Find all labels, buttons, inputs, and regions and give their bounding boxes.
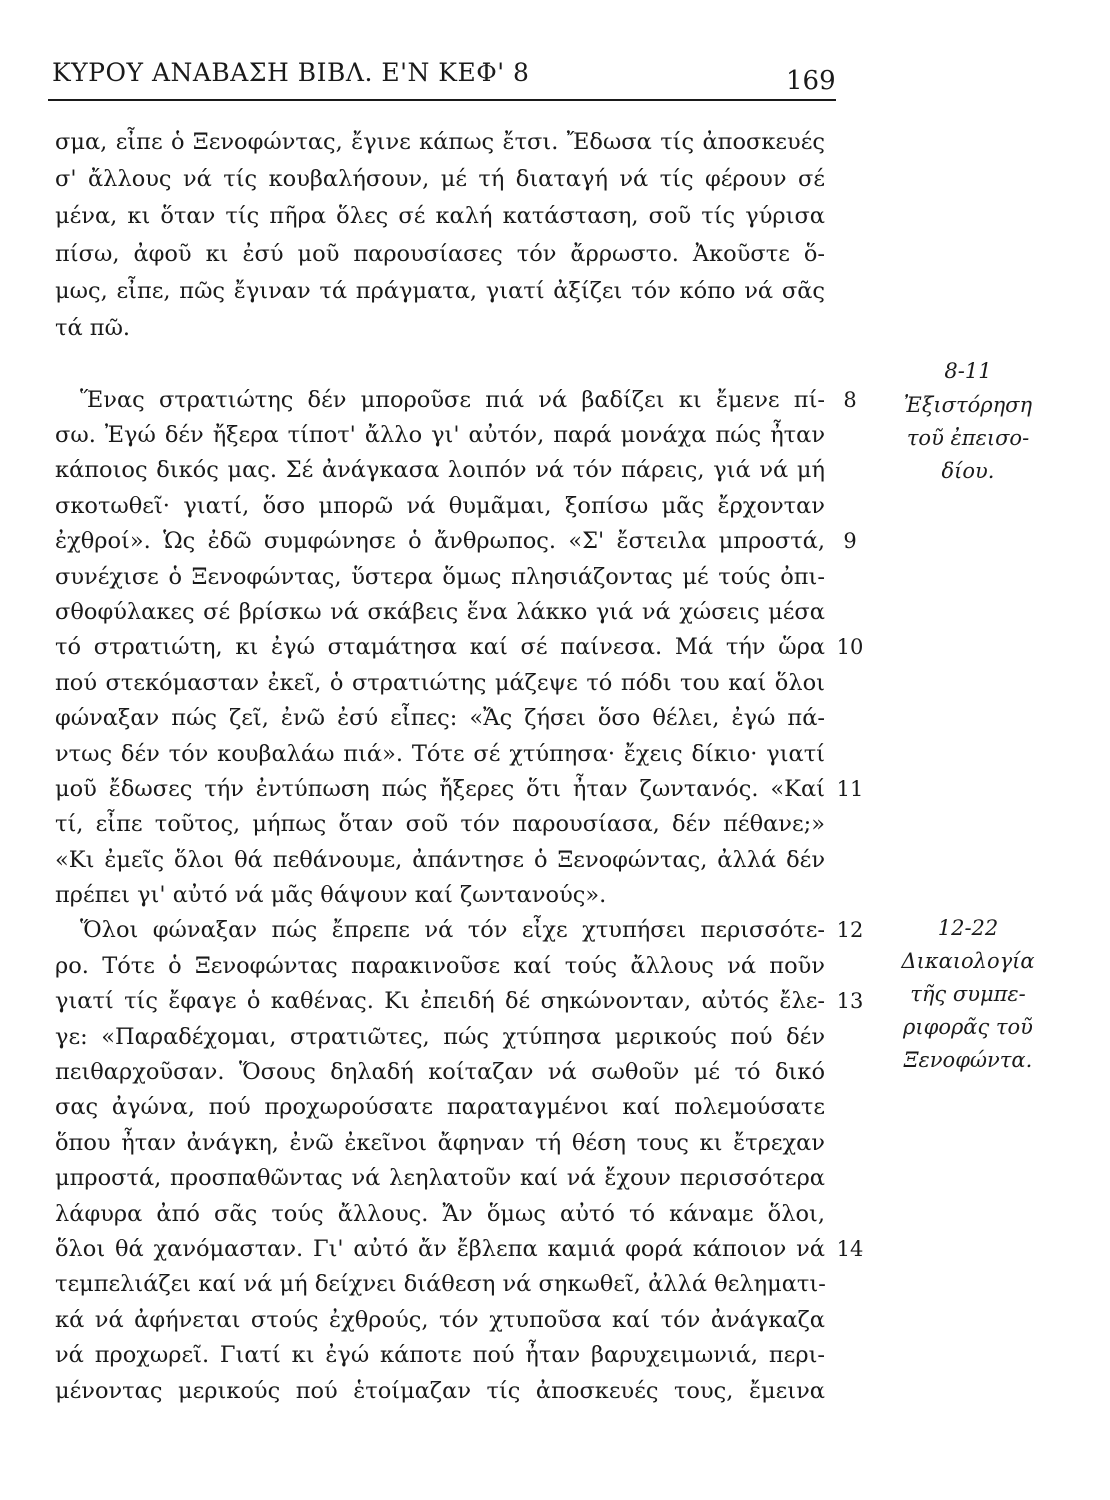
text-line: πίσω, ἀφοῦ κι ἐσύ μοῦ παρουσίασες τόν ἄρρωστο. Ἀκοῦστε ὅ- (55, 241, 825, 267)
text-line: πειθαρχοῦσαν. Ὅσους δηλαδή κοίταζαν νά σωθοῦν μέ τό δικό (55, 1059, 825, 1085)
margin-note-line: ριφορᾶς τοῦ (903, 1015, 1033, 1039)
margin-note-line: τῆς συμπε- (910, 982, 1026, 1006)
text-line: μπροστά, προσπαθῶντας νά λεηλατοῦν καί νά ἔχουν περισσότερα (55, 1165, 825, 1191)
text-line: τό στρατιώτη, κι ἐγώ σταμάτησα καί σέ παίνεσα. Μά τήν ὥρα (55, 634, 825, 660)
text-line: σκοτωθεῖ· γιατί, ὅσο μπορῶ νά θυμᾶμαι, ξοπίσω μᾶς ἔρχονταν (55, 493, 825, 519)
margin-note-line: Δικαιολογία (901, 949, 1035, 973)
section-number: 8 (843, 388, 857, 412)
margin-note-line: τοῦ ἐπεισο- (906, 426, 1030, 450)
margin-note-line: Ξενοφώντα. (903, 1048, 1033, 1072)
text-line: γιατί τίς ἔφαγε ὁ καθένας. Κι ἐπειδή δέ σηκώνονταν, αὐτός ἔλε- (55, 988, 825, 1014)
text-line: τά πῶ. (55, 315, 131, 341)
text-line: ντως δέν τόν κουβαλάω πιά». Τότε σέ χτύπησα· ἔχεις δίκιο· γιατί (55, 741, 825, 767)
text-line: συνέχισε ὁ Ξενοφώντας, ὕστερα ὅμως πλησιάζοντας μέ τούς ὀπι- (55, 564, 825, 590)
text-line: σω. Ἐγώ δέν ἤξερα τίποτ' ἄλλο γι' αὐτόν, παρά μονάχα πώς ἦταν (55, 422, 825, 448)
header-divider (48, 99, 836, 101)
text-line: κάποιος δικός μας. Σέ ἀνάγκασα λοιπόν νά τόν πάρεις, γιά νά μή (55, 457, 825, 483)
text-line: μένα, κι ὅταν τίς πῆρα ὅλες σέ καλή κατάσταση, σοῦ τίς γύρισα (55, 203, 825, 229)
text-line: σ' ἄλλους νά τίς κουβαλήσουν, μέ τή διαταγή νά τίς φέρουν σέ (55, 166, 825, 192)
running-header-title: ΚΥΡΟΥ ΑΝΑΒΑΣΗ ΒΙΒΛ. Ε'Ν ΚΕΦ' 8 (52, 58, 530, 87)
text-line: μένοντας μερικούς πού ἑτοίμαζαν τίς ἀποσκευές τους, ἔμεινα (55, 1378, 825, 1404)
text-line: «Κι ἐμεῖς ὅλοι θά πεθάνουμε, ἀπάντησε ὁ Ξενοφώντας, ἀλλά δέν (55, 847, 825, 873)
text-line: τεμπελιάζει καί νά μή δείχνει διάθεση νά σηκωθεῖ, ἀλλά θεληματι- (55, 1271, 826, 1297)
text-line: ὅπου ἦταν ἀνάγκη, ἐνῶ ἐκεῖνοι ἄφηναν τή θέση τους κι ἔτρεχαν (55, 1130, 825, 1156)
text-line: πού στεκόμασταν ἐκεῖ, ὁ στρατιώτης μάζεψε τό πόδι του καί ὅλοι (55, 670, 825, 696)
text-line: λάφυρα ἀπό σᾶς τούς ἄλλους. Ἄν ὅμως αὐτό τό κάναμε ὅλοι, (55, 1201, 825, 1227)
page-number: 169 (786, 66, 836, 96)
text-line: τί, εἶπε τοῦτος, μήπως ὅταν σοῦ τόν παρουσίασα, δέν πέθανε;» (55, 811, 825, 837)
section-number: 10 (836, 635, 864, 659)
section-number: 14 (836, 1237, 864, 1261)
margin-note-range: 8-11 (944, 359, 992, 383)
text-line: Ὅλοι φώναξαν πώς ἔπρεπε νά τόν εἶχε χτυπήσει περισσότε- (80, 917, 825, 943)
text-line: σθοφύλακες σέ βρίσκω νά σκάβεις ἕνα λάκκο γιά νά χώσεις μέσα (55, 599, 825, 625)
margin-note-line: δίου. (941, 459, 995, 483)
text-line: πρέπει γι' αὐτό νά μᾶς θάψουν καί ζωντανούς». (55, 882, 607, 908)
section-number: 9 (843, 529, 857, 553)
text-line: σας ἀγώνα, πού προχωρούσατε παραταγμένοι καί πολεμούσατε (55, 1094, 825, 1120)
text-line: μως, εἶπε, πῶς ἔγιναν τά πράγματα, γιατί ἀξίζει τόν κόπο νά σᾶς (55, 278, 825, 304)
text-line: μοῦ ἔδωσες τήν ἐντύπωση πώς ἤξερες ὅτι ἦταν ζωντανός. «Καί (55, 776, 825, 802)
text-line: σμα, εἶπε ὁ Ξενοφώντας, ἔγινε κάπως ἔτσι. Ἔδωσα τίς ἀποσκευές (55, 129, 825, 155)
text-line: Ἕνας στρατιώτης δέν μποροῦσε πιά νά βαδίζει κι ἔμενε πί- (80, 387, 825, 413)
text-line: ἐχθροί». Ὡς ἐδῶ συμφώνησε ὁ ἄνθρωπος. «Σ' ἔστειλα μπροστά, (55, 528, 825, 554)
section-number: 11 (836, 777, 864, 801)
section-number: 13 (836, 989, 864, 1013)
margin-note-line: Ἐξιστόρηση (903, 393, 1033, 417)
text-line: γε: «Παραδέχομαι, στρατιῶτες, πώς χτύπησα μερικούς πού δέν (55, 1024, 825, 1050)
text-line: ὅλοι θά χανόμασταν. Γι' αὐτό ἄν ἔβλεπα καμιά φορά κάποιον νά (55, 1236, 825, 1262)
text-line: φώναξαν πώς ζεῖ, ἐνῶ ἐσύ εἶπες: «Ἄς ζήσει ὅσο θέλει, ἐγώ πά- (55, 705, 825, 731)
text-line: ρο. Τότε ὁ Ξενοφώντας παρακινοῦσε καί τούς ἄλλους νά ποῦν (55, 953, 825, 979)
text-line: κά νά ἀφήνεται στούς ἐχθρούς, τόν χτυποῦσα καί τόν ἀνάγκαζα (55, 1307, 825, 1333)
margin-note-range: 12-22 (937, 916, 999, 940)
text-line: νά προχωρεῖ. Γιατί κι ἐγώ κάποτε πού ἦταν βαρυχειμωνιά, περι- (55, 1342, 825, 1368)
section-number: 12 (836, 918, 864, 942)
